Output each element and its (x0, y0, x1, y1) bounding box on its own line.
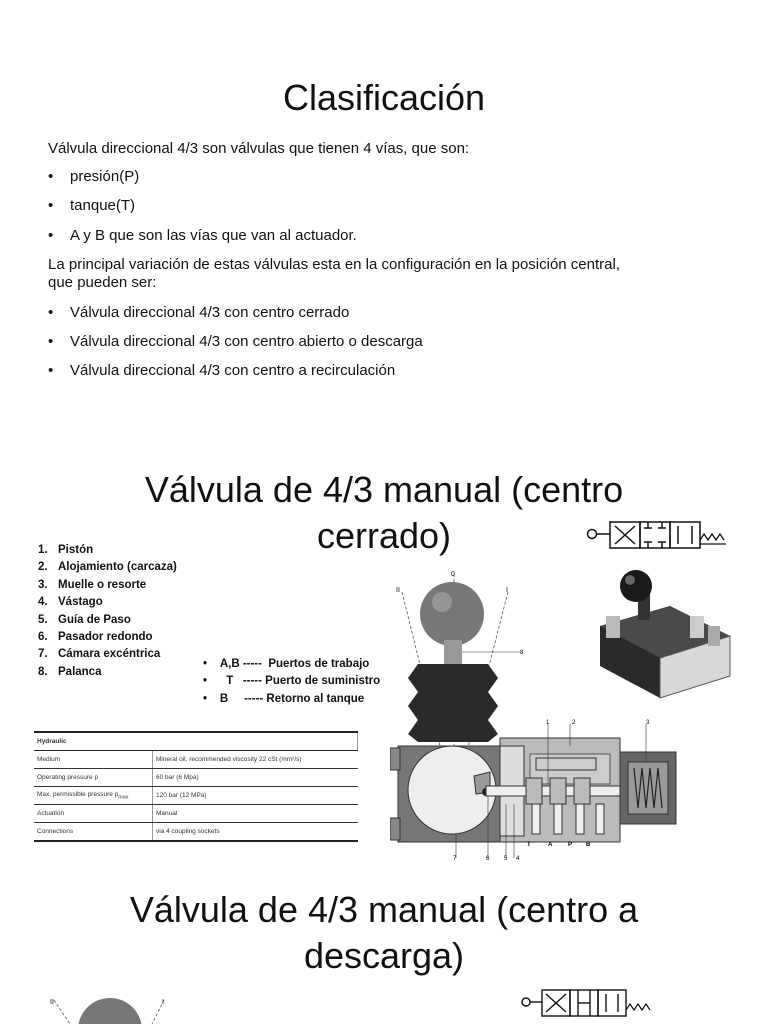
slide-title: cerrado) (316, 515, 452, 556)
svg-text:4: 4 (516, 856, 520, 862)
slide-title: descarga) (303, 935, 465, 976)
svg-text:P: P (568, 842, 573, 848)
table-header-row: Hydraulic (34, 732, 358, 751)
list-item: 3. Muelle o resorte (38, 578, 147, 591)
slide-title: Válvula de 4/3 manual (centro a (129, 889, 639, 930)
svg-text:A: A (548, 842, 553, 848)
table-row: Medium Mineral oil, recommended viscosity 22 cSt (mm²/s) (34, 751, 358, 769)
table-row: Connections via 4 coupling sockets (34, 823, 358, 842)
svg-text:I: I (506, 587, 508, 594)
svg-text:0: 0 (451, 571, 455, 578)
svg-text:8: 8 (520, 650, 524, 656)
list-item: 4. Vástago (38, 596, 103, 609)
slide-title: Válvula de 4/3 manual (centro (144, 469, 624, 510)
table-row: Operating pressure p 60 bar (6 Mpa) (34, 769, 358, 787)
list-item: 5. Guía de Paso (38, 613, 131, 626)
valve-cross-section-icon (390, 566, 690, 862)
svg-text:1: 1 (546, 720, 550, 726)
svg-text:7: 7 (453, 856, 457, 862)
list-item: 2. Alojamiento (carcaza) (38, 561, 177, 574)
svg-text:II: II (50, 999, 54, 1006)
svg-text:T: T (527, 842, 531, 848)
svg-text:3: 3 (646, 720, 650, 726)
table-row: Max. permissible pressure $p_{max}$ 120 bar (12 MPa) (34, 787, 358, 805)
list-item: 7. Cámara excéntrica (38, 648, 161, 661)
ports-list (203, 656, 380, 708)
svg-text:2: 2 (572, 720, 576, 726)
intro-text: Válvula direccional 4/3 son válvulas que tienen 4 vías, que son: (48, 140, 470, 157)
list-item: • T ----- Puerto de suministro (203, 675, 381, 688)
svg-text:6: 6 (486, 856, 490, 862)
list-item: 8. Palanca (38, 665, 102, 678)
svg-text:I: I (162, 999, 164, 1006)
parts-list (38, 542, 177, 681)
valve-symbol-icon (584, 514, 744, 554)
slide-title: Clasificación (282, 77, 486, 118)
paragraph-line: que pueden ser: (48, 274, 157, 291)
svg-text:5: 5 (504, 856, 508, 862)
svg-text:B: B (586, 842, 591, 848)
list-item: 1. Pistón (38, 544, 94, 556)
lever-knob-icon (40, 990, 180, 1024)
table-row: Actuation Manual (34, 805, 358, 823)
list-item: • A,B ----- Puertos de trabajo (203, 658, 370, 670)
list-item: • B ----- Retorno al tanque (203, 692, 365, 705)
paragraph-line: La principal variación de estas válvulas esta en la configuración en la posición central, (48, 256, 620, 273)
valve-symbol-icon (520, 986, 660, 1022)
svg-text:II: II (396, 587, 400, 594)
list-item: 6. Pasador redondo (38, 631, 153, 644)
spec-table (34, 731, 358, 842)
